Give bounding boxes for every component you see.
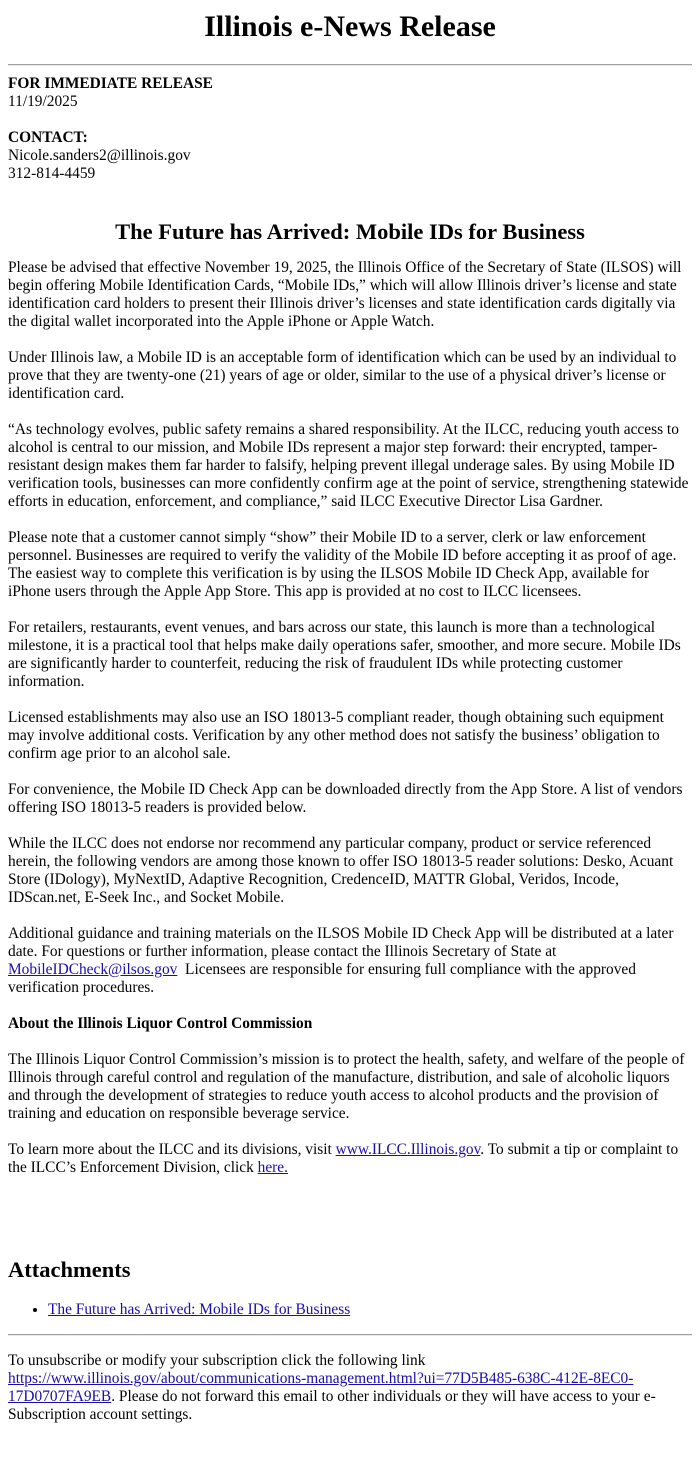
unsubscribe-text: To unsubscribe or modify your subscription click the following link bbox=[8, 1352, 426, 1369]
release-date: 11/19/2025 bbox=[8, 93, 78, 110]
release-info bbox=[8, 75, 692, 111]
page-title: Illinois e-News Release bbox=[204, 10, 496, 43]
contact-phone: 312-814-4459 bbox=[8, 165, 96, 182]
unsubscribe-link[interactable]: https://www.illinois.gov/about/communications-management.html?ui=77D5B485-638C-412E-8EC0-17D0707FA9EB bbox=[8, 1370, 634, 1405]
about-mission: The Illinois Liquor Control Commission’s mission is to protect the health, safety, and welfare of the people of Illinois through careful control and regulation of the manufacture, distribution, and sale of alcoholic liquors and through the development of strategies to reduce youth access to alcohol products and the provision of training and education on responsible beverage service. bbox=[8, 1051, 685, 1122]
contact-label: CONTACT: bbox=[8, 129, 88, 146]
paragraph: For convenience, the Mobile ID Check App can be downloaded directly from the App Store. A list of vendors offering ISO 18013-5 readers is provided below. bbox=[8, 781, 683, 816]
paragraph: For retailers, restaurants, event venues, and bars across our state, this launch is more than a technological milestone, it is a practical tool that helps make daily operations safer, smoother, and more secure. Mobile IDs are significantly harder to counterfeit, reducing the risk of fraudulent IDs while protecting customer information. bbox=[8, 619, 681, 690]
paragraph: Under Illinois law, a Mobile ID is an acceptable form of identification which can be used by an individual to prove that they are twenty-one (21) years of age or older, similar to the use of a physical driver’s license or identification card. bbox=[8, 349, 677, 402]
learn-more-text-middle: . To submit a tip or complaint to the ILCC’s Enforcement Division, click bbox=[8, 1141, 679, 1176]
unsubscribe-text-after: . Please do not forward this email to other individuals or they will have access to your e-Subscription account settings. bbox=[8, 1388, 656, 1423]
about-heading: About the Illinois Liquor Control Commission bbox=[8, 1015, 313, 1032]
paragraph: Licensed establishments may also use an ISO 18013-5 compliant reader, though obtaining such equipment may involve additional costs. Verification by any other method does not satisfy the business’ obligation to confirm age prior to an alcohol sale. bbox=[8, 709, 664, 762]
guidance-text: Additional guidance and training materials on the ILSOS Mobile ID Check App will be distributed at a later date. For questions or further information, please contact the Illinois Secretary of State at bbox=[8, 925, 674, 960]
learn-more-text: To learn more about the ILCC and its divisions, visit bbox=[8, 1141, 336, 1158]
paragraph: Please note that a customer cannot simply “show” their Mobile ID to a server, clerk or law enforcement personnel. Businesses are required to verify the validity of the Mobile ID before accepting it as proof of age. The easiest way to complete this verification is by using the ILSOS Mobile ID Check App, available for iPhone users through the Apple App Store. This app is provided at no cost to ILCC licensees. bbox=[8, 529, 677, 600]
attachments-heading: Attachments bbox=[8, 1257, 131, 1282]
paragraph: While the ILCC does not endorse nor recommend any particular company, product or service referenced herein, the following vendors are among those known to offer ISO 18013-5 reader solutions: Desko, Acuant Store (IDology), MyNextID, Adaptive Recognition, CredenceID, MATTR Global, Veridos, Incode, IDScan.net, E-Seek Inc., and Socket Mobile. bbox=[8, 835, 674, 906]
attachments-list bbox=[8, 1300, 692, 1320]
guidance-text-after: Licensees are responsible for ensuring full compliance with the approved verification procedures. bbox=[8, 961, 640, 996]
contact-info bbox=[8, 129, 692, 183]
paragraph: Please be advised that effective November 19, 2025, the Illinois Office of the Secretary of State (ILSOS) will begin offering Mobile Identification Cards, “Mobile IDs,” which will allow Illinois driver’s license and state identification card holders to present their Illinois driver’s licenses and state identification cards digitally via the digital wallet incorporated into the Apple iPhone or Apple Watch. bbox=[8, 259, 682, 330]
unsubscribe-notice bbox=[8, 1352, 692, 1424]
release-label: FOR IMMEDIATE RELEASE bbox=[8, 75, 213, 92]
footer-divider bbox=[8, 1334, 692, 1336]
contact-email: Nicole.sanders2@illinois.gov bbox=[8, 147, 191, 164]
article-headline: The Future has Arrived: Mobile IDs for Business bbox=[115, 219, 585, 244]
learn-more-paragraph bbox=[8, 1141, 692, 1177]
header-divider bbox=[8, 64, 692, 66]
paragraph: “As technology evolves, public safety remains a shared responsibility. At the ILCC, reducing youth access to alcohol is central to our mission, and Mobile IDs represent a major step forward: their encrypted, tamper-resistant design makes them far harder to falsify, helping prevent illegal underage sales. By using Mobile ID verification tools, businesses can more confidently confirm age at the point of service, strengthening statewide efforts in education, enforcement, and compliance,” said ILCC Executive Director Lisa Gardner. bbox=[8, 421, 689, 510]
attachment-link[interactable]: The Future has Arrived: Mobile IDs for Business bbox=[48, 1301, 351, 1318]
guidance-paragraph bbox=[8, 925, 692, 997]
ilcc-website-link[interactable]: www.ILCC.Illinois.gov bbox=[335, 1141, 481, 1158]
submit-tip-link[interactable]: here. bbox=[257, 1159, 288, 1176]
mobile-id-check-email-link[interactable]: MobileIDCheck@ilsos.gov bbox=[8, 961, 178, 978]
attachment-item bbox=[48, 1300, 692, 1320]
